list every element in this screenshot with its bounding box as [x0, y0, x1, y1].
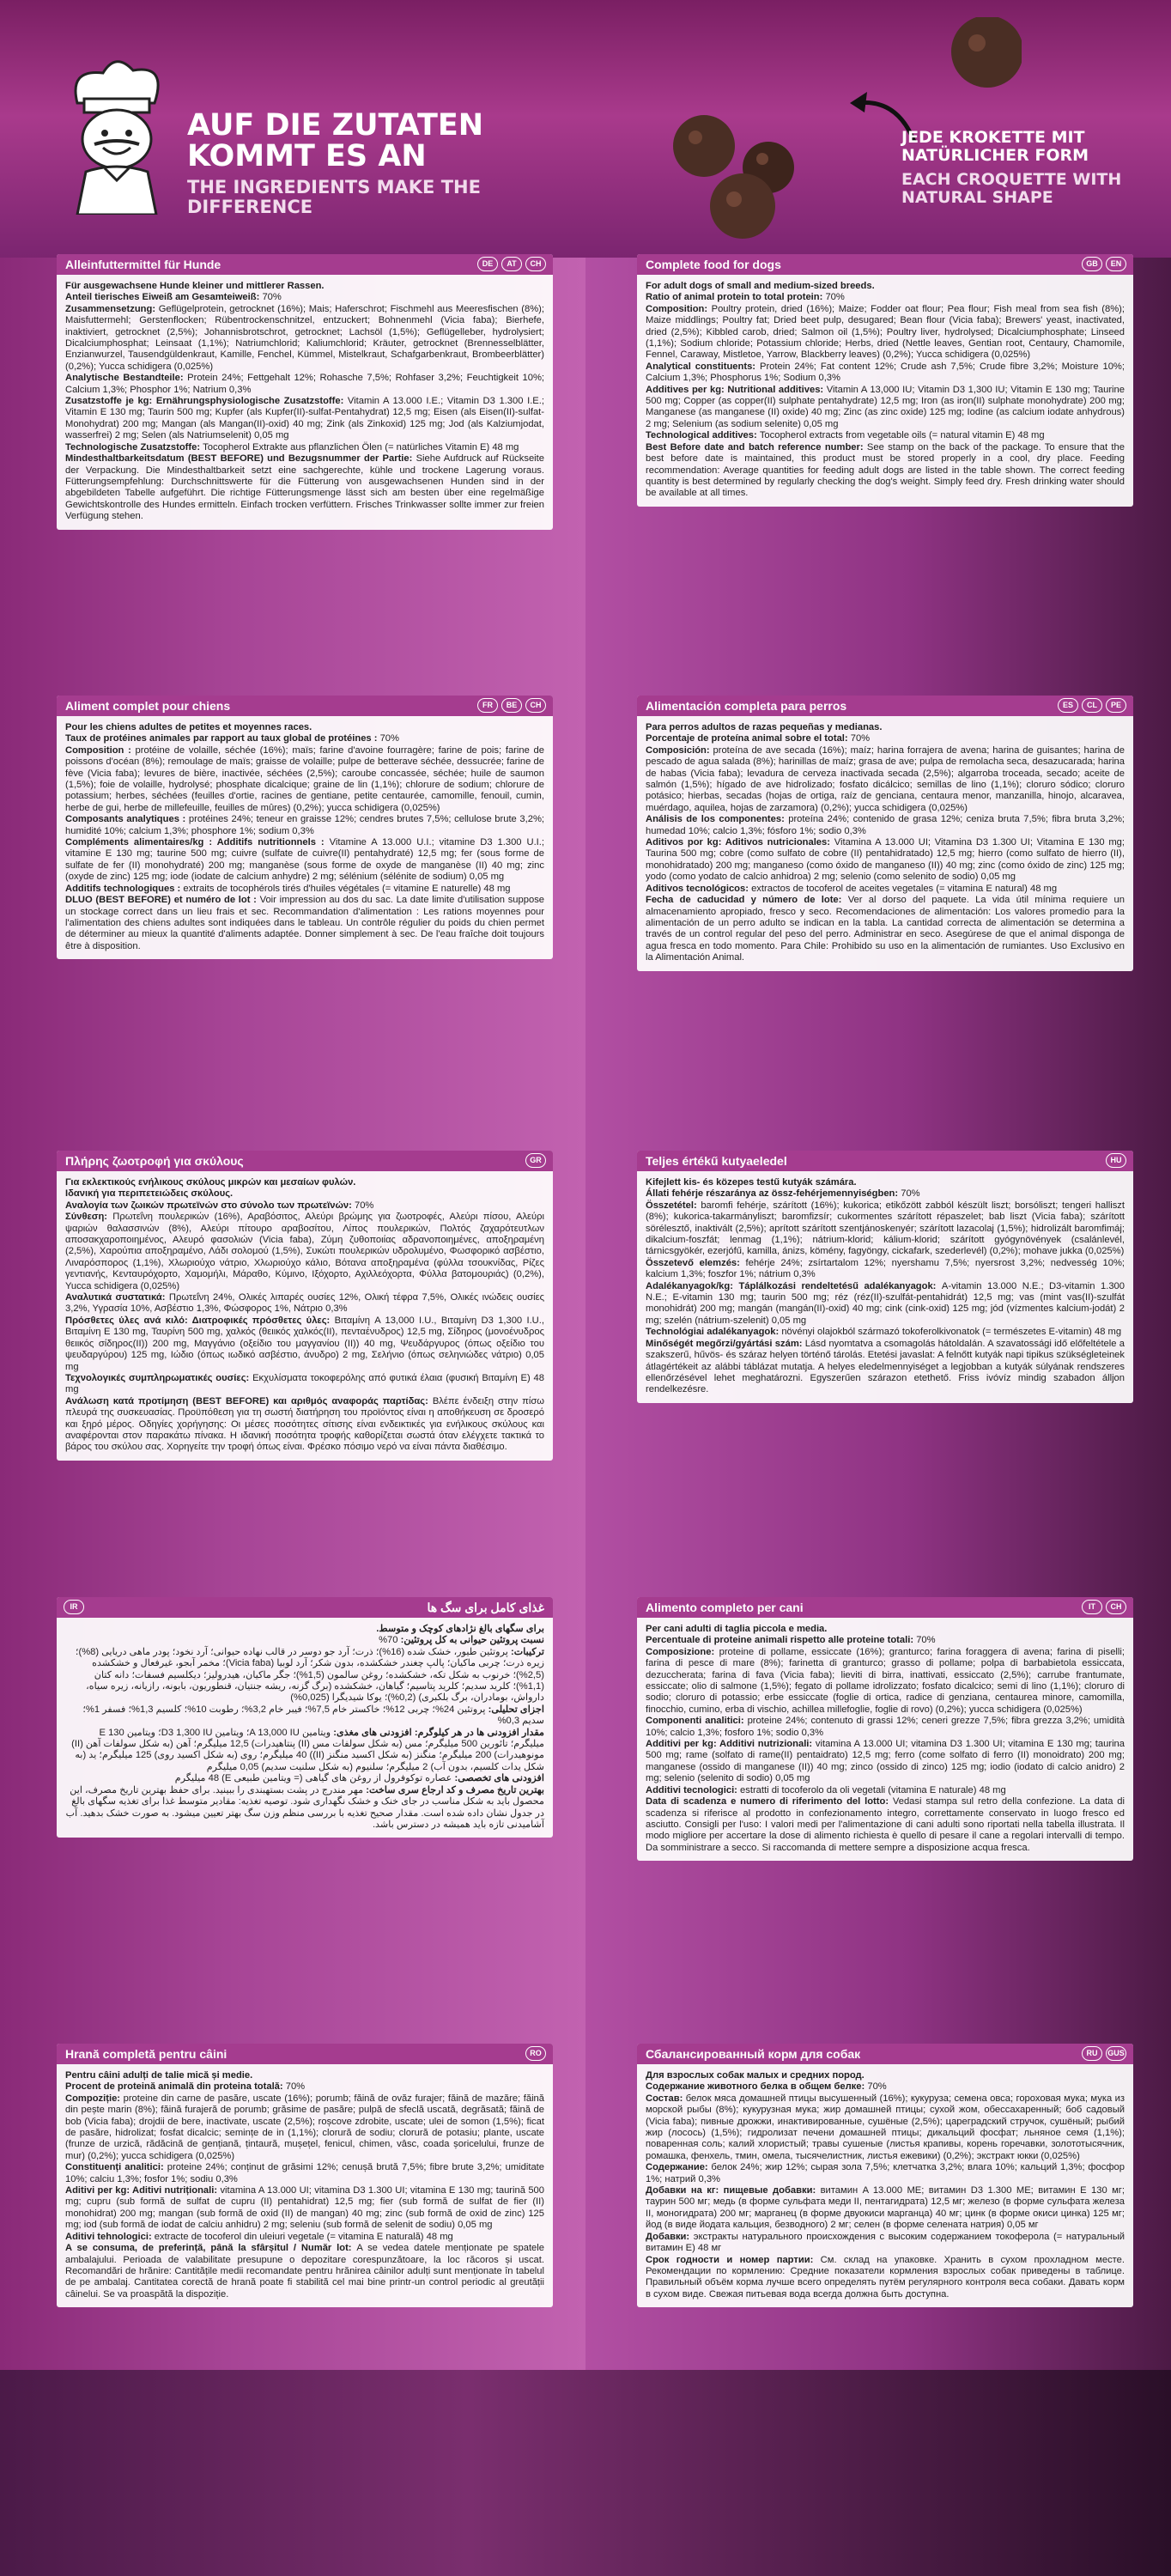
country-badges — [1106, 1153, 1126, 1168]
panel-title-text: Complete food for dogs — [646, 258, 781, 271]
paragraph-label: Anteil tierisches Eiweiß am Gesamteiweiß: — [65, 292, 263, 303]
panel-paragraph — [65, 1396, 544, 1454]
paragraph-label: Minőségét megőrzi/gyártási szám: — [646, 1338, 805, 1349]
panel-paragraph — [65, 2232, 544, 2243]
panel-paragraph — [65, 1200, 544, 1212]
panel-paragraph — [65, 837, 544, 884]
country-badges — [1058, 698, 1126, 713]
panel-paragraph — [65, 814, 544, 837]
country-badge: AT — [501, 257, 522, 271]
paragraph-text: Geflügelprotein, getrocknet (16%); Mais; Haferschrot; Fischmehl aus Meeresfischen (8%); Maisfuttermehl; Gerstenflocken; Rübentrockenschnitzel, entzuckert; Bohnenmehl (Vicia faba); Bierhefe, inaktiviert, getrocknet (2,5%); Johannisbrotschrot, getrocknet; Lachsöl (1,5%); Geflügelleber, hydrolysiert; Dicalciumphosphat; Leinsaat (1,1%); Natriumchlorid; Kaliumchlorid; Kräuter, getrocknet (Brennesselblätter, Enzianwurzel, Tausendgüldenkraut, Kamille, Fenchel, Kümmel, Mistelkraut, Schafgarbenkraut, Brombeerblätter) (0,2%); Yucca schidigera (0,025%) — [65, 303, 544, 372]
paragraph-label: Πρόσθετες ύλες ανά κιλό: Διατροφικές πρόσθετες ύλες: — [65, 1315, 335, 1326]
panel-title — [57, 696, 553, 716]
panel-paragraph — [646, 2232, 1125, 2255]
headline — [187, 110, 513, 217]
paragraph-label: مقدار افزودنی ها در هر کیلوگرم: افزودنی های مغذی: — [331, 1727, 544, 1738]
paragraph-label: Composition: — [646, 303, 712, 314]
country-badges — [477, 698, 546, 713]
paragraph-label: Aditivos tecnológicos: — [646, 883, 752, 894]
paragraph-label: Összetevő elemzés: — [646, 1257, 746, 1268]
chef-illustration — [52, 52, 180, 215]
paragraph-text: 70% — [901, 1188, 920, 1200]
paragraph-label: Composition : — [65, 744, 136, 756]
paragraph-label: Kifejlett kis- és közepes testű kutyák számára. — [646, 1177, 857, 1188]
panel-paragraph — [646, 1258, 1125, 1281]
background-bottom — [0, 2370, 1171, 2576]
paragraph-text: fehérje 24%; zsírtartalom 12%; nyershamu 7,5%; nyersrost 3,2%; nedvesség 10%; kalcium 1,3%; foszfor 1%; nátrium 0,3% — [646, 1257, 1125, 1280]
panel-body — [637, 275, 1133, 507]
paragraph-label: A se consuma, de preferință, până la sfârșitul / Număr lot: — [65, 2243, 357, 2254]
panel-title-text: Aliment complet pour chiens — [65, 699, 231, 713]
panel-body — [637, 1618, 1133, 1861]
paragraph-text: Vitamine A 13.000 U.I.; vitamine D3 1.300 U.I.; vitamine E 130 mg; taurine 500 mg; cuivre (sulfate de cuivre(II) pentahydraté) 12,5 mg; fer (sous forme de sulfate de fer (II) monohydraté) 200 mg; manganèse (sous forme de oxyde de manganèse (II) 40 mg; zinc (oxyde de zinc) 125 mg; iode (iodate de calcium anhydre) 2 mg; sélénium (sélénite de sodium) 0,05 mg — [65, 837, 544, 883]
paragraph-label: Aditivi per kg: Aditivi nutriționali: — [65, 2185, 221, 2196]
paragraph-label: Procent de proteină animală din proteina totală: — [65, 2081, 286, 2093]
panel-title-text: Alimentación completa para perros — [646, 699, 847, 713]
paragraph-text: Βλέπε ένδειξη στην πίσω πλευρά της συσκευασίας. Προϋπόθεση για τη σωστή διατήρηση του προϊόντος είναι η αποθήκευση σε δροσερό και ξηρό μέρος. Οδηγίες χορήγησης: Οι μέσες ποσότητες σίτισης είναι ενδεικτικές για ενήλικους σκύλους και αναφέρονται στον παρακάτω πίνακα. Η ιδανική ποσότητα τροφής καθορίζεται σωστά όταν ελέγχετε τακτικά το βάρος του σκύλου σας. Χορηγείτε την τροφή όπως είναι. Φρέσκο πόσιμο νερό να είναι πάντα διαθέσιμο. — [65, 1395, 544, 1453]
paragraph-text: növényi olajokból származó tokoferolkivonatok (= természetes E-vitamin) 48 mg — [781, 1327, 1122, 1338]
paragraph-text: Poultry protein, dried (16%); Maize; Fodder oat flour; Pea flour; Fish meal from sea fish (8%); Maize middlings; Poultry fat; Dried beet pulp, desugared; Bean flour (Vicia faba); Brewers' yeast, inactivated, dried (2,5%); Kibbled carob, dried; Salmon oil (1,5%); Poultry liver, hydrolysed; Dicalciumphosphate; Linseed (1,1%); Sodium chloride; Potassium chloride; Herbs, dried (Nettle leaves, Gentian root, Centaury, Chamomile, Fennel, Caraway, Mistletoe, Yarrow, Blackberry leaves) (0,2%); Yucca schidigera (0,025%) — [646, 303, 1125, 361]
panel-paragraph — [65, 2185, 544, 2232]
paragraph-label: Aditivi tehnologici: — [65, 2231, 155, 2242]
panel-body — [637, 716, 1133, 971]
paragraph-text: extractos de tocoferol de aceites vegetales (= vitamina E natural) 48 mg — [751, 883, 1058, 894]
paragraph-text: белок 24%; жир 12%; сырая зола 7,5%; клетчатка 3,2%; влага 10%; кальций 1,3%; фосфор 1%; натрий 0,3% — [646, 2162, 1125, 2184]
panel-title — [57, 1597, 553, 1618]
panel-5 — [637, 1151, 1133, 1403]
paragraph-label: Adalékanyagok/kg: Táplálkozási rendeltetésű adalékanyagok: — [646, 1280, 942, 1291]
panel-paragraph — [646, 884, 1125, 895]
panel-paragraph — [646, 2185, 1125, 2232]
headline-en: THE INGREDIENTS MAKE THE DIFFERENCE — [187, 176, 481, 217]
panel-paragraph — [65, 745, 544, 814]
panel-title-text: غذای کامل برای سگ ها — [427, 1601, 544, 1614]
paragraph-text: vitamina A 13.000 UI; vitamina D3 1.300 UI; vitamina E 130 mg; taurină 500 mg; cupru (sub formă de sulfat de cupru (II) pentahidrat) 12,5 mg; fier (sub formă de sulfat de fier (II) monohidrat) 200 mg; mangan (sub formă de oxid (II) de mangan) 40 mg; zinc (sub formă de oxid de zinc) 125 mg; iod (sub formă de iodat de calciu anhidru) 2 mg; seleniu (sub formă de selenit de sodiu) 0,05 mg — [65, 2185, 544, 2231]
paragraph-label: Τεχνολογικές συμπληρωματικές ουσίες: — [65, 1372, 253, 1383]
paragraph-label: Compléments alimentaires/kg : Additifs nutritionnels : — [65, 837, 330, 848]
panel-paragraph — [65, 1635, 544, 1646]
paragraph-label: Analytische Bestandteile: — [65, 373, 188, 384]
paragraph-label: DLUO (BEST BEFORE) et numéro de lot : — [65, 895, 260, 906]
panel-paragraph — [646, 1177, 1125, 1188]
panel-title-text: Hrană completă pentru câini — [65, 2047, 228, 2061]
panel-7 — [637, 1597, 1133, 1861]
paragraph-text: 70% — [262, 292, 282, 303]
paragraph-label: Ratio of animal protein to total protein: — [646, 292, 826, 303]
panel-title — [637, 254, 1133, 275]
country-badges — [1082, 257, 1126, 271]
paragraph-text: белок мяса домашней птицы высушенный (16%); кукуруза; семена овса; гороховая мука; мука из морской рыбы (8%); кукурузная мука; жир домашней птицы; сухой жом, обессахаренный; боб садовый (Vicia faba); пивные дрожжи, инактивированные, сушёные (2,5%); цареградский стручок, сушёный; рыбий жир (лосось) (1,5%); гидролизат печени домашней птицы; дикальций фосфат; льняное семя (1,1%); поваренная соль; калий хлористый; травы сушеные (листья крапивы, корень горечавки, золототысячник, ромашка, фенхель, тмин, омела, тысячелистник, листья ежевики) (0,2%); экстракт юкки (0,025%) — [646, 2093, 1125, 2161]
paragraph-label: Σύνθεση: — [65, 1212, 113, 1223]
paragraph-text: proteine di pollame, essiccate (16%); granturco; farina foraggera di avena; farina di piselli; farina di pesce di mare (8%); farinetta di granturco; grasso di pollame; polpa di barbabietola essiccata, dezuccherata; farina di fava (Vicia faba); lieviti di birra, inattivati, essiccato (2,5%); carrube frantumate, essiccate; olio di salmone (1,5%); fegato di pollame idrolizzato; fosfato dicalcico; semi di lino (1,1%); cloruro di sodio; cloruro di potassio; erbe essiccate (foglie di ortica, radice di genziana, centaurea minore, camomilla, finocchio, cumino, erba di vischio, achillea millefoglie, foglie di rovo) (0,2%); yucca schidigera (0,025%) — [646, 1646, 1125, 1715]
paragraph-label: Additivi tecnologici: — [646, 1784, 741, 1795]
panel-body — [637, 2064, 1133, 2307]
paragraph-label: ترکیبات: — [507, 1646, 544, 1657]
panel-paragraph — [646, 2255, 1125, 2301]
paragraph-label: Срок годности и номер партии: — [646, 2254, 821, 2265]
panel-paragraph — [646, 1624, 1125, 1635]
panel-title-text: Alleinfuttermittel für Hunde — [65, 258, 221, 271]
paragraph-label: Aditivos por kg: Aditivos nutricionales: — [646, 837, 834, 848]
panel-title-text: Πλήρης ζωοτροφή για σκύλους — [65, 1154, 244, 1168]
paragraph-text: پروتئین 24%؛ چربی 12%؛ خاکستر خام 7,5%؛ فیبر خام 3,2%؛ رطوبت 10%؛ کلسیم 1,3%؛ فسفر 1%؛ سدیم 0,3% — [82, 1704, 544, 1727]
panel-paragraph — [646, 2081, 1125, 2093]
panel-paragraph — [646, 745, 1125, 814]
paragraph-label: Technological additives: — [646, 430, 760, 441]
paragraph-label: Componenti analitici: — [646, 1716, 748, 1727]
paragraph-text: estratti di tocoferolo da oli vegetali (vitamina E naturale) 48 mg — [740, 1784, 1006, 1795]
paragraph-text: 70% — [285, 2081, 306, 2093]
paragraph-label: Technológiai adalékanyagok: — [646, 1327, 782, 1338]
paragraph-text: extraits de tocophérols tirés d'huiles végétales (= vitamine E naturelle) 48 mg — [183, 883, 511, 894]
panel-paragraph — [65, 453, 544, 522]
paragraph-label: Per cani adulti di taglia piccola e media. — [646, 1624, 828, 1634]
panel-paragraph — [646, 1647, 1125, 1716]
paragraph-text: 70% — [916, 1635, 936, 1646]
country-badge: HU — [1106, 1153, 1126, 1168]
panel-9 — [637, 2044, 1133, 2307]
country-badges — [525, 2046, 546, 2061]
country-badges — [477, 257, 546, 271]
panel-paragraph — [646, 1327, 1125, 1338]
panel-paragraph — [65, 1728, 544, 1774]
country-badge: EN — [1106, 257, 1126, 271]
panel-3 — [637, 696, 1133, 971]
country-badge: CH — [1106, 1600, 1126, 1614]
country-badge: ES — [1058, 698, 1078, 713]
panel-paragraph — [65, 2243, 544, 2300]
paragraph-label: Состав: — [646, 2093, 686, 2104]
paragraph-label: Добавки: — [646, 2231, 694, 2242]
paragraph-text: See stamp on the back of the package. To ensure that the best before date is maintained, this product must be stored properly in a cool, dry place. Feeding recommendation: Average quantities for feeding adult dogs are listed in the table shown. The correct feeding quantity is best determined by regularly checking the dog's weight. Simply feed dry. Fresh drinking water should be available at all times. — [646, 441, 1125, 499]
country-badge: FR — [477, 698, 498, 713]
panel-6 — [57, 1597, 553, 1838]
panel-paragraph — [646, 2093, 1125, 2162]
panel-paragraph — [646, 814, 1125, 837]
panel-paragraph — [65, 1704, 544, 1728]
croquette-note-en: EACH CROQUETTE WITH NATURAL SHAPE — [901, 169, 1122, 207]
panel-paragraph — [646, 2162, 1125, 2185]
paragraph-label: Ανάλωση κατά προτίμηση (BEST BEFORE) και αριθμός αναφοράς παρτίδας: — [65, 1395, 433, 1406]
panel-paragraph — [65, 1624, 544, 1635]
paragraph-text: Βιταμίνη A 13,000 I.U., Βιταμίνη D3 1,300 I.U., Βιταμίνη E 130 mg, Ταυρίνη 500 mg, χαλκός (θειικός χαλκός(ΙΙ), πενταένυδρος) 12,5 mg, Σίδηρος (μονοένυδρος θειικός σίδηρος(ΙΙ)) 200 mg, Μαγγάνιο (οξείδιο του μαγγανίου (ΙΙ)) 40 mg, Ψευδάργυρος (όπως οξείδιο του ψευδαργύρου) 125 mg, Ιώδιο (όπως ιωδικό ασβέστιο, άνυδρο) 2 mg, Σελήνιο (όπως σεληνιώδες νάτριο) 0,05 mg — [65, 1315, 544, 1372]
paragraph-label: Data di scadenza e numero di riferimento del lotto: — [646, 1796, 893, 1807]
country-badge: IT — [1082, 1600, 1102, 1614]
paragraph-label: Compoziție: — [65, 2093, 124, 2104]
country-badge: BE — [501, 698, 522, 713]
country-badge: CL — [1082, 698, 1102, 713]
paragraph-text: proteína 24%; contenido de grasa 12%; ceniza bruta 7,5%; fibra bruta 3,2%; humedad 10%; calcio 1,3%; fósforo 1%; sodio 0,3% — [646, 814, 1125, 836]
panel-paragraph — [65, 304, 544, 373]
paragraph-text: Vitamin A 13,000 IU; Vitamin D3 1,300 IU; Vitamin E 130 mg; Taurine 500 mg; Copper (as copper(II) sulphate pentahydrate) 12,5 mg; Iron (as iron(II) sulphate monohydrate) 200 mg; Manganese (as manganese (II) oxide) 40 mg; Zinc (as zinc oxide) 125 mg; Iodine (as calcium iodate anhydrous) 2 mg; Selenium (as sodium selenite) 0,05 mg — [646, 384, 1125, 429]
panel-paragraph — [65, 281, 544, 292]
paragraph-text: 70% — [379, 1635, 398, 1646]
paragraph-label: Additives per kg: Nutritional additives: — [646, 384, 827, 395]
paragraph-text: 70% — [825, 292, 845, 303]
panel-paragraph — [65, 2162, 544, 2185]
paragraph-text: Πρωτεΐνη 24%, Ολικές λιπαρές ουσίες 12%, Ολική τέφρα 7,5%, Ολικές ινώδεις ουσίες 3,2%, Υγρασία 10%, Ασβέστιο 1,3%, Φώσφορος 1%, Νάτριο 0,3% — [65, 1292, 544, 1315]
paragraph-label: Additifs technologiques : — [65, 883, 184, 894]
paragraph-label: Composición: — [646, 744, 713, 756]
paragraph-label: Zusatzstoffe je kg: Ernährungsphysiologische Zusatzstoffe: — [65, 396, 348, 407]
paragraph-label: Αναλογία των ζωικών πρωτεϊνών στο σύνολο των πρωτεϊνών: — [65, 1200, 355, 1211]
paragraph-label: Taux de protéines animales par rapport au taux global de protéines : — [65, 733, 380, 744]
panel-1 — [637, 254, 1133, 507]
paragraph-label: Composants analytiques : — [65, 814, 189, 825]
paragraph-text: proteine din carne de pasăre, uscate (16%); porumb; făină de ovăz furajer; făină de mazăre; făină din pește marin (8%); făină furajeră de porumb; grăsime de pasăre; pulpă de sfeclă uscată, degrăsată; făină de bob (Vicia faba); drojdii de bere, inactivate, uscate (2,5%); roșcove zdrobite, uscate; ulei de somon (1,5%); ficat de pasăre, hidrolizat; fosfat dicalcic; semințe de in (1,1%); clorură de sodiu; clorură de potasiu; plante, uscate (frunze de urzică, rădăcină de gențiană, țintaură, mușețel, fenicul, chimen, vâsc, coada șoricelului, frunze de mur) (0,2%); yucca schidigera (0,025%) — [65, 2093, 544, 2161]
panel-paragraph — [646, 1635, 1125, 1646]
panel-paragraph — [65, 1647, 544, 1704]
panel-paragraph — [646, 1785, 1125, 1796]
country-badge: IR — [64, 1600, 84, 1614]
panel-paragraph — [65, 396, 544, 442]
country-badges — [525, 1153, 546, 1168]
paragraph-text: витамин A 13.000 МЕ; витамин D3 1.300 МЕ; витамин E 130 мг; таурин 500 мг; медь (в форме сульфата меди II, пентагидрата) 12,5 мг; железо (в форме сульфата железа II, моногидрата) 200 мг; марганец (в форме двуокиси марганца) 40 мг; цинк (в форме окиси цинка) 125 мг; йод (в виде йодата кальция, безводного) 2 мг; селен (в форме селената натрия) 0,05 мг — [646, 2185, 1125, 2231]
panel-title — [57, 1151, 553, 1171]
panel-paragraph — [65, 2081, 544, 2093]
panel-paragraph — [65, 2093, 544, 2162]
paragraph-label: Für ausgewachsene Hunde kleiner und mittlerer Rassen. — [65, 281, 325, 291]
country-badges — [1082, 2046, 1126, 2061]
panel-paragraph — [65, 895, 544, 952]
paragraph-label: Constituenți analitici: — [65, 2162, 167, 2173]
paragraph-label: Technologische Zusatzstoffe: — [65, 441, 203, 453]
paragraph-label: Pour les chiens adultes de petites et moyennes races. — [65, 722, 312, 732]
country-badge: GR — [525, 1153, 546, 1168]
paragraph-label: Добавки на кг: пищевые добавки: — [646, 2185, 821, 2196]
headline-de: AUF DIE ZUTATEN KOMMT ES AN — [187, 108, 484, 174]
panel-paragraph — [65, 1177, 544, 1188]
panel-paragraph — [646, 1188, 1125, 1200]
panel-body — [57, 1618, 553, 1838]
panel-body — [637, 1171, 1133, 1403]
panel-paragraph — [65, 1292, 544, 1315]
panel-paragraph — [646, 442, 1125, 500]
country-badge: CH — [525, 257, 546, 271]
paragraph-label: Αναλυτικά συστατικά: — [65, 1292, 169, 1303]
panel-paragraph — [65, 1188, 544, 1200]
panel-paragraph — [65, 292, 544, 303]
paragraph-text: Vitamina A 13.000 UI; Vitamina D3 1.300 UI; Vitamina E 130 mg; Taurina 500 mg; cobre (como sulfato de cobre (II) pentahidratado) 12,5 mg; hierro (como sulfato de hierro (II), monohidratado) 200 mg; manganeso (como óxido de manganeso (II)) 40 mg; zinc (como óxido de zinc) 125 mg; yodo (como yodato de calcio anhidroa) 2 mg; selenio (como selenito de sodio) 0,05 mg — [646, 837, 1125, 883]
panel-paragraph — [646, 722, 1125, 733]
panel-paragraph — [646, 895, 1125, 963]
paragraph-text: Πρωτεΐνη πουλερικών (16%), Αραβόσιτος, Αλεύρι βρώμης για ζωοτροφές, Αλεύρι πίσου, Αλεύρι ψαριών θαλασσινών (8%), Αλεύρι πίτουρο αραβοσίτου, Λίπος πουλερικών, Πολτός ζαχαρότευτλων αποσακχαροποιημένος, Αλευρό φασολιών (Vicia faba), Ζύμη ζυθοποιίας αδρανοποιημένες, αποξηραμένη (2,5%), Χαρούπια αποξηραμένο, Λάδι σολομού (1,5%), Συκώτι πουλερικών υδρολυμένο, Φωσφορικό ασβέστιο, Λιναρόσπορος (1,1%), Χλωριούχο νάτριο, Χλωριούχο κάλιο, Βότανα αποξηραμένα (φύλλα τσουκνίδας, Ρίζες γεντιανής, Κενταυρόχορτο, Χαμομήλι, Μάραθο, Κύμινο, Ιξόχορτο, Αχιλλεόχορτα, Φύλλα βατομουριάς) (0,2%), Yucca schidigera (0,025%) — [65, 1212, 545, 1291]
panel-paragraph — [646, 1200, 1125, 1258]
paragraph-text: 70% — [379, 733, 399, 744]
panel-paragraph — [65, 1773, 544, 1784]
paragraph-label: Porcentaje de proteína animal sobre el total: — [646, 733, 851, 744]
paragraph-text: Siehe Aufdruck auf Rückseite der Verpackung. Die Mindesthaltbarkeit setzt eine sachgerechte, kühle und trockene Lagerung voraus. Fütterungsempfehlung: Durchschnittswerte für die Fütterung von ausgewachsenen Hunden sind in der abgebildeten Tabelle aufgeführt. Die richtige Fütterungsmenge lässt sich am besten über eine regelmäßige Gewichtskontrolle des Hundes ermitteln. Einfach trocken verfüttern. Frisches Trinkwasser sollte immer zur freien Verfügung stehen. — [65, 453, 544, 522]
panel-title-text: Сбалансированный корм для собак — [646, 2047, 861, 2061]
paragraph-text: Vitamin A 13.000 I.E.; Vitamin D3 1.300 I.E.; Vitamin E 130 mg; Taurin 500 mg; Kupfer (als Kupfer(II)-sulfat-Pentahydrat) 12,5 mg; Eisen (als Eisen(II)-sulfat-Monohydrat) 200 mg; Mangan (als Mangan(II)-oxid) 40 mg; Zink (als Zinkoxid) 125 mg; Jod (als Kalziumjodat, wasserfrei) 2 mg; Selen (als Natriumselenit) 0,05 mg — [65, 396, 544, 441]
panel-8 — [57, 2044, 553, 2307]
paragraph-label: Análisis de los componentes: — [646, 814, 789, 825]
panel-paragraph — [646, 733, 1125, 744]
paragraph-label: Ιδανική για περιπετειώδεις σκύλους. — [65, 1188, 234, 1200]
panel-paragraph — [65, 1212, 544, 1292]
paragraph-text: Protein 24%; Fettgehalt 12%; Rohasche 7,5%; Rohfaser 3,2%; Feuchtigkeit 10%; Calcium 1,3%; Phosphor 1%; Natrium 0,3% — [65, 373, 545, 395]
paragraph-label: بهترین تاریخ مصرف و کد ارجاع سری ساخت: — [363, 1784, 544, 1795]
paragraph-text: Ver al dorso del paquete. La vida útil mínima requiere un almacenamiento apropiado, fresco y seco. Recomendaciones de alimentación: Los valores promedio para la alimentación de un perro adulto se indican en la tabla. La cantidad correcta de alimentación se determina a través de un control regular del peso del perro. Administrar en seco. Asegúrese de que el animal disponga de agua fresca en todo momento. Para Chile: Prohibido su uso en la alimentación de rumiantes. Uso Exclusivo en la Alimentación Animal. — [646, 895, 1125, 963]
panel-paragraph — [65, 884, 544, 895]
paragraph-text: Protein 24%; Fat content 12%; Crude ash 7,5%; Crude fibre 3,2%; Moisture 10%; Calcium 1,3%; Phosphorus 1%; Sodium 0,3% — [646, 361, 1125, 384]
panel-title — [57, 2044, 553, 2064]
panel-paragraph — [646, 1716, 1125, 1739]
paragraph-text: proteine 24%; contenuto di grassi 12%; ceneri grezze 7,5%; fibra grezza 3,2%; umidità 10%; calcio 1,3%; fosforo 1%; sodio 0,3% — [646, 1716, 1125, 1738]
country-badge: PE — [1106, 698, 1126, 713]
paragraph-text: پروتئین طیور، خشک شده (16%)؛ ذرت؛ آرد جو دوسر در قالب نهاده حیوانی؛ آرد نخود؛ پودر ماهی دریایی (8%)؛ زیره ذرت؛ چربی ماکیان؛ پالپ چغندر خشکشده، بدون شکر؛ آرد لوبیا (Vicia faba)؛ مخمر آبجو، غیرفعال و خشکشده (2,5%)؛ خرنوب به شکل تکه، خشکشده؛ روغن سالمون (1,5%)؛ جگر ماکیان، هیدرولیز؛ دیکلسیم فسفات؛ دانه کتان (1,1%)؛ کلرید سدیم؛ کلرید پتاسیم؛ گیاهان، خشکشده (برگ گزنه، ریشه جنتیان، قنطوریون، بابونه، رازیانه، زیره سیاه، دارواش، بومادران، برگ بلکبری) (0,2%)؛ یوکا شیدیگرا (0,025%) — [75, 1646, 544, 1704]
panel-paragraph — [646, 1339, 1125, 1396]
paragraph-label: Zusammensetzung: — [65, 303, 159, 314]
paragraph-text: 70% — [354, 1200, 374, 1211]
panel-paragraph — [65, 1315, 544, 1373]
paragraph-text: protéine de volaille, séchée (16%); maïs; farine d'avoine fourragère; farine de pois; farine de poissons d'océan (8%); remoulage de maïs; graisse de volaille; pulpe de betterave séchée, dessucrée; farine de fève (Vicia faba); levures de bière, inactivée, séchées (2,5%); caroube concassée, séchée; huile de saumon (1,5%); foie de volaille, hydrolysé; phosphate dicalcique; graine de lin (1,1%); chlorure de sodium; chlorure de potassium; herbes, séchées (feuilles d'ortie, racines de gentiane, petite centaurée, camomille, fenouil, cumin, herbe de gui, herbe de millefeuille, feuilles de mûres) (0,2%); yucca schidigera (0,025%) — [65, 744, 544, 813]
country-badge: GB — [1082, 257, 1102, 271]
paragraph-text: См. склад на упаковке. Хранить в сухом прохладном месте. Рекомендации по кормлению: Средние показатели кормления взрослых собак приведены в таблице. Правильный объём корма лучше всего определять путём регулярного контроля веса собаки. Давать корм в сухом виде. Свежая питьевая вода всегда должна быть доступна. — [646, 2254, 1125, 2300]
country-badge: DE — [477, 257, 498, 271]
paragraph-label: برای سگهای بالغ نژادهای کوچک و متوسط. — [376, 1624, 544, 1634]
paragraph-text: baromfi fehérje, szárított (16%); kukorica; etikőzött zabból készült liszt; borsóliszt; tengeri halliszt (8%); kukorica-takarmányliszt; baromfizsír; cukormentes szárított répaszelet; bab liszt (Vicia faba); szárított sörélesztő, inaktivált (2,5%); aprított szárított szentjánoskenyér; szárított lazacolaj (1,5%); hidrolizált baromfimáj; dikalcium-foszfát; lenmag (1,1%); nátrium-klorid; kálium-klorid; szárított gyógynövények (csalánlevél, tárnicsgyökér, ezerjófű, kamilla, ánizs, kömény, fagyöngy, cickafark, szederlevél) (0,2%); mohave jukka (0,025%) — [646, 1200, 1125, 1257]
panel-title — [637, 2044, 1133, 2064]
paragraph-text: Tocopherol Extrakte aus pflanzlichen Ölen (= natürliches Vitamin E) 48 mg — [203, 441, 519, 453]
paragraph-text: vitamina A 13.000 UI; vitamina D3 1.300 UI; vitamina E 130 mg; taurina 500 mg; rame (solfato di rame(II) pentaidrato) 12,5 mg; ferro (come solfato di ferro (II) monoidrato) 200 mg; manganese (ossido di manganese (II)) 40 mg; zinco (ossido di zinco) 125 mg; iodio (iodato di calcio anidro) 2 mg; selenio (selenito di sodio) 0,05 mg — [646, 1739, 1125, 1784]
panel-paragraph — [646, 385, 1125, 431]
paragraph-label: Additivi per kg: Additivi nutrizionali: — [646, 1739, 816, 1750]
panel-paragraph — [65, 2070, 544, 2081]
panel-body — [57, 2064, 553, 2307]
paragraph-label: Для взрослых собак малых и средних пород. — [646, 2070, 865, 2081]
panel-paragraph — [65, 1785, 544, 1832]
paragraph-label: Pentru câini adulți de talie mică și medie. — [65, 2070, 253, 2081]
panel-title — [637, 1597, 1133, 1618]
paragraph-text: عصاره توکوفرول از روغن های گیاهی (= ویتامین طبیعی E) 48 میلیگرم — [174, 1773, 452, 1784]
paragraph-label: Analytical constituents: — [646, 361, 760, 372]
paragraph-text: extracte de tocoferol din uleiuri vegetale (= vitamina E naturală) 48 mg — [154, 2231, 453, 2242]
panel-paragraph — [65, 733, 544, 744]
paragraph-label: Állati fehérje részaránya az össz-fehérjemennyiségben: — [646, 1188, 901, 1200]
paragraph-text: protéines 24%; teneur en graisse 12%; cendres brutes 7,5%; cellulose brute 3,2%; humidité 10%; calcium 1,3%; phosphore 1%; sodium 0,3% — [65, 814, 544, 836]
paragraph-label: افزودنی های تخصصی: — [452, 1773, 544, 1784]
panel-body — [57, 716, 553, 959]
panel-title — [637, 1151, 1133, 1171]
panel-4 — [57, 1151, 553, 1461]
paragraph-label: اجزای تحلیلی: — [485, 1704, 544, 1715]
country-badge: RO — [525, 2046, 546, 2061]
panel-paragraph — [646, 2070, 1125, 2081]
paragraph-text: Voir impression au dos du sac. La date limite d'utilisation suppose un stockage correct dans un lieu frais et sec. Recommandation d'alimentation : Les rations moyennes pour l'alimentation des chiens adultes sont indiquées dans le tableau. Un contrôle régulier du poids du chien permet de déterminer au mieux la quantité d'aliments adaptée. Donner simplement à sec. De l'eau fraîche doit toujours être à disposition. — [65, 895, 545, 951]
country-badge: GUS — [1106, 2046, 1126, 2061]
country-badge: CH — [525, 698, 546, 713]
panel-2 — [57, 696, 553, 959]
panel-0 — [57, 254, 553, 530]
paragraph-label: Fecha de caducidad y número de lote: — [646, 895, 848, 906]
panel-paragraph — [646, 1796, 1125, 1854]
croquette-note — [901, 129, 1159, 207]
panel-paragraph — [646, 1739, 1125, 1785]
paragraph-text: Tocopherol extracts from vegetable oils (= natural vitamin E) 48 mg — [759, 430, 1045, 441]
croquette-note-de: JEDE KROKETTE MIT NATÜRLICHER FORM — [901, 128, 1089, 166]
panel-paragraph — [646, 292, 1125, 303]
panel-title-text: Teljes értékű kutyaeledel — [646, 1154, 787, 1168]
panel-paragraph — [646, 1281, 1125, 1327]
panel-body — [57, 1171, 553, 1461]
paragraph-text: مهر مندرج در پشت بستهبندی را ببینید. برای حفظ بهترین تاریخ مصرف، این محصول باید به شکل مناسب در جای خنک و خشک نگهداری شود. توصیه تغذیه: مقادیر متوسط غذا برای تغذیه سگهای بالغ در جدول نشان داده شده است. مقدار صحیح تغذیه با بررسی منظم وزن سگ بهتر تعیین میشود. به صورت خشک بدهید. آب آشامیدنی تازه باید همیشه در دسترس باشد. — [65, 1784, 544, 1830]
paragraph-text: Lásd nyomtatva a csomagolás hátoldalán. A szavatossági idő előfeltétele a szakszerű, hűvös- és száraz helyen történő tárolás. Etetési javaslat: A felnőtt kutyák napi tipikus szükségleteinek átlagértékeit az alábbi táblázat mutatja. A helyes eledelmennyiséget a legjobban a kutyák súlyának rendszeres ellenőrzésével lehet meghatározni. Egyszerűen szárazon etethető. Friss ivóvíz mindig szabadon álljon rendelkezésre. — [646, 1338, 1125, 1395]
paragraph-label: For adult dogs of small and medium-sized breeds. — [646, 281, 875, 291]
country-badges — [1082, 1600, 1126, 1614]
paragraph-text: экстракты натурального происхождения с высоким содержанием токоферола (= натуральный витамин E) 48 мг — [646, 2231, 1125, 2254]
paragraph-text: Vedasi stampa sul retro della confezione. La data di scadenza si riferisce al prodotto in confezionamento integro, correttamente conservato in luogo fresco ed asciutto. Consigli per l'uso: I valori medi per l'alimentazione di cani adulti sono riportati nella tabella illustrata. Il modo migliore per accertare la dose di alimento richiesta è quello di pesare il cane a regolari intervalli di tempo. Da somministrare a secco. Si raccomanda di mettere sempre a disposizione acqua fresca. — [646, 1796, 1125, 1853]
panel-body — [57, 275, 553, 530]
paragraph-text: ویتامین A 13,000 IU؛ ویتامین D3 1,300 IU؛ ویتامین E 130 میلیگرم؛ تائورین 500 میلیگرم؛ مس (به شکل سولفات مس (II) پنتاهیدرات) 12,5 میلیگرم؛ آهن (به شکل سولفات آهن (II) مونوهیدرات) 200 میلیگرم؛ منگنز (به شکل اکسید منگنز (II)) 40 میلیگرم؛ روی (به شکل اکسید روی) 125 میلیگرم؛ ید (به شکل یدات کلسیم، بدون آب) 2 میلیگرم؛ سلنیوم (به شکل سلنیت سدیم) 0,05 میلیگرم — [71, 1727, 544, 1772]
country-badge: RU — [1082, 2046, 1102, 2061]
paragraph-label: Összetétel: — [646, 1200, 701, 1211]
paragraph-text: proteine 24%; conținut de grăsimi 12%; cenușă brută 7,5%; fibre brute 3,2%; umiditate 10%; calciu 1,3%; fosfor 1%; sodiu 0,3% — [65, 2162, 544, 2184]
paragraph-label: Mindesthaltbarkeitsdatum (BEST BEFORE) und Bezugsnummer der Partie: — [65, 453, 416, 465]
paragraph-label: Για εκλεκτικούς ενήλικους σκύλους μικρών και μεσαίων φυλών. — [65, 1177, 356, 1188]
panel-title-text: Alimento completo per cani — [646, 1601, 804, 1614]
paragraph-label: Para perros adultos de razas pequeñas y medianas. — [646, 722, 883, 732]
paragraph-text: proteína de ave secada (16%); maíz; harina forrajera de avena; harina de guisantes; harina de pescado de agua salada (8%); harinillas de maíz; grasa de ave; pulpa de remolacha seca, desazucarada; harina de habas (Vicia faba); levadura de cerveza inactivada secada (2,5%); algarroba troceada, secado; aceite de salmón (1,5%); hígado de ave hidrolizado; fosfato dicálcico; semillas de lino (1,1%); cloruro sódico; cloruro potásico; hierbas, secadas (hojas de ortiga, raíz de genciana, centaura menor, manzanilla, hinojo, alcaravea, muérdago, aquilea, hojas de zarzamora) (0,2%); yucca schidigera (0,025%) — [646, 744, 1125, 813]
panel-paragraph — [646, 430, 1125, 441]
paragraph-label: نسبت پروتئین حیوانی به کل پروتئین: — [397, 1635, 544, 1646]
paragraph-text: 70% — [867, 2081, 887, 2093]
panel-paragraph — [646, 837, 1125, 884]
paragraph-label: Percentuale di proteine animali rispetto alle proteine totali: — [646, 1635, 917, 1646]
panel-paragraph — [646, 304, 1125, 361]
country-badges — [64, 1600, 84, 1614]
paragraph-label: Содержание животного белка в общем белке: — [646, 2081, 868, 2093]
panel-title — [637, 696, 1133, 716]
paragraph-text: A se vedea datele menționate pe spatele ambalajului. Perioada de valabilitate presupune o depozitare corespunzătoare, la loc răcoros și uscat. Recomandări de hrănire: Cantitățile medii recomandate pentru hrănirea câinilor adulți sunt menționate în tabelul de pe ambalaj. Cantitatea corectă de hrană poate fi stabilită cel mai bine printr-un control periodic al greutății câinelui. Se va proaspătă la dispoziție. — [65, 2243, 544, 2300]
panel-paragraph — [646, 361, 1125, 385]
panel-paragraph — [65, 373, 544, 396]
paragraph-text: A-vitamin 13.000 N.E.; D3-vitamin 1.300 N.E.; E-vitamin 130 mg; taurin 500 mg; réz (réz(II)-szulfát-pentahidrát) 12,5 mg; vas (mint vas(II)-szulfát monohidrát) 200 mg; mangán (mangán(II)-oxid) 40 mg; cink (cink-oxid) 125 mg; jód (vízmentes kalcium-jodát) 2 mg; szelén (nátrium-szelenit) 0,05 mg — [646, 1280, 1125, 1326]
paragraph-label: Best Before date and batch reference number: — [646, 441, 867, 453]
paragraph-label: Содержание: — [646, 2162, 712, 2173]
panel-paragraph — [65, 1373, 544, 1396]
paragraph-text: 70% — [850, 733, 871, 744]
panel-paragraph — [65, 722, 544, 733]
panel-title — [57, 254, 553, 275]
panel-paragraph — [65, 442, 544, 453]
panel-paragraph — [646, 281, 1125, 292]
paragraph-label: Composizione: — [646, 1646, 719, 1657]
paragraph-text: Εκχυλίσματα τοκοφερόλης από φυτικά έλαια (φυσική Βιταμίνη E) 48 mg — [65, 1372, 544, 1395]
